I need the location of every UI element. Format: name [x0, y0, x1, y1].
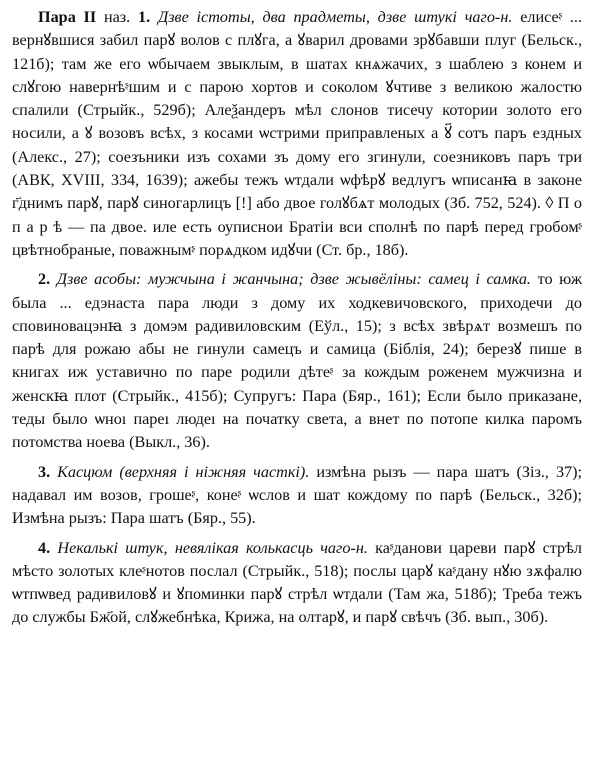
sense-definition: Дзве асобы: мужчына і жанчына; дзве жывёліны: самец і самка. [56, 270, 531, 289]
sense-citations: измѣна рызъ — пара шатъ (Зіз., 37); надавал им возов, грошеᶳ, конеᶳ ѡслов и шат кождому по парѣ (Бельск., 32б); Измѣна рызъ: Пара шатъ (Бяр., 55). [12, 462, 583, 528]
sense-number: 4. [38, 538, 51, 557]
sense-number: 3. [38, 462, 51, 481]
part-of-speech: наз. [103, 8, 131, 26]
sense-3 [12, 461, 582, 531]
sense-number: 2. [38, 270, 51, 289]
sense-definition: Дзве істоты, два прадметы, дзве штукі чаго-н. [157, 8, 513, 26]
sense-definition: Касцюм (верхняя і ніжняя часткі). [57, 462, 310, 481]
sense-1 [12, 6, 582, 262]
sense-definition: Некалькі штук, невялікая колькасць чаго-н. [57, 538, 368, 557]
sense-citations: каᶳданови цареви парꙋ стрѣл мѣсто золотых клеᶳнотов послал (Стрыйк., 518); послы царꙋ каᶳдану нꙋю зѫфалю ѡтпѡвед радивиловꙋ и ꙋпоминки парꙋ стрѣл ѡтдали (Там жа, 518б); Треба тежъ до службы Бж҃ой, слꙋжебнѣка, Крижа, на олтарꙋ, и парꙋ свѣчъ (Зб. вып., 30б). [12, 538, 583, 627]
sense-number: 1. [138, 8, 151, 26]
sense-citations: елисеᶳ ... вернꙋвшися забил парꙋ волов с плꙋга, а ꙋварил дровами зрꙋбавши плуг (Бельск., 121б); там же его ѡбычаем звыклым, в шатах кнѧжачих, з шаблею з конем и слꙋгою навернѣᶳшим и с парою хортов и соколом ꙋчтиве з великою жалостю спалили (Стрыйк., 529б); Алеѯандеръ мѣл слонов тисечу котории золото его носили, а ꙋ возовъ всѣх, з косами ѡстрими приправленых а ꙋ҃ сотъ паръ ездных (Алекс., 27); соезъники изъ сохами зъ дому его згинули, соезниковъ паръ три (АВК, XVIII, 334, 1639); ажебы тежъ ѡтдали ѡфѣрꙋ ведлугъ ѡписанꙗ в законе г҃днимъ парꙋ, парꙋ синогарлицъ [!] або двое голꙋбѧт молодых (Зб. 752, 524). ◊ П о п а р ѣ — па двое. иле есть оуписнои Братіи вси сполнѣ по парѣ перед гробомᶳ цвѣтнобраные, поважнымᶳ порѧдком идꙋчи (Ст. бр., 18б). [12, 8, 583, 259]
sense-4 [12, 537, 582, 630]
headword: Пара II [38, 8, 97, 26]
sense-2 [12, 268, 582, 454]
sense-citations: то юж была ... едэнаста пара люди з дому их ходкевичовского, приходечи до сповиновацэнꙗ з домэм радивиловским (Еўл., 15); з всѣх звѣрѧт возмешъ по парѣ для рожаю абы не гинули самецъ и самица (Біблія, 24); березꙋ пише в книгах иж уставично по паре родили дѣтеᶳ за кождым роженем мужчизна и женскꙗ плот (Стрыйк., 415б); Супругъ: Пара (Бяр., 161); Если было приказане, теды было ѡноı пареı людеı на початку света, а внет по потопе килка паромъ потомства ноева (Выкл., 36). [12, 270, 583, 452]
